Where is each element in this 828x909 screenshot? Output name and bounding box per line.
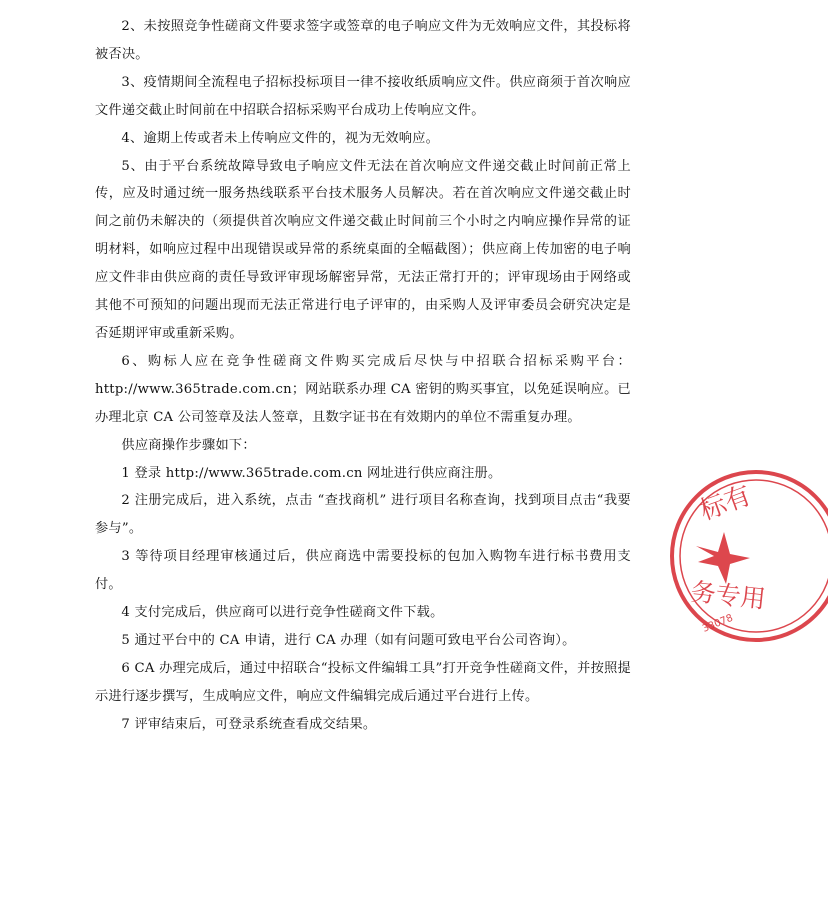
step-4: 4 支付完成后，供应商可以进行竞争性磋商文件下载。 — [121, 605, 444, 621]
company-seal-stamp — [668, 468, 828, 643]
seal-star-icon — [696, 532, 750, 584]
step-5: 5 通过平台中的 CA 申请，进行 CA 办理（如有问题可致电平台公司咨询）。 — [121, 632, 576, 648]
document-body — [95, 13, 631, 739]
step-3: 3 等待项目经理审核通过后，供应商选中需要投标的包加入购物车进行标书费用支付。 — [95, 549, 631, 593]
paragraph-6: 6、购标人应在竞争性磋商文件购买完成后尽快与中招联合招标采购平台：http://www.365trade.com.cn；网站联系办理 CA 密钥的购买事宜，以免延误响应。已办理北京 CA 公司签章及法人签章，且数字证书在有效期内的单位不需重复办理。 — [95, 353, 631, 425]
step-2: 2 注册完成后，进入系统，点击 “查找商机” 进行项目名称查询，找到项目点击“我要参与”。 — [95, 493, 631, 537]
paragraph-5: 5、由于平台系统故障导致电子响应文件无法在首次响应文件递交截止时间前正常上传，应及时通过统一服务热线联系平台技术服务人员解决。若在首次响应文件递交截止时间之前仍未解决的（须提供首次响应文件递交截止时间前三个小时之内响应操作异常的证明材料，如响应过程中出现错误或异常的系统桌面的全幅截图）；供应商上传加密的电子响应文件非由供应商的责任导致评审现场解密异常，无法正常打开的；评审现场由于网络或其他不可预知的问题出现而无法正常进行电子评审的，由采购人及评审委员会研究决定是否延期评审或重新采购。 — [95, 158, 631, 341]
steps-heading: 供应商操作步骤如下： — [121, 437, 256, 453]
seal-bottom-text: 务专用 — [689, 579, 767, 614]
seal-top-text: 标有 — [696, 480, 755, 526]
step-6: 6 CA 办理完成后，通过中招联合“投标文件编辑工具”打开竞争性磋商文件，并按照提示进行逐步撰写，生成响应文件，响应文件编辑完成后通过平台进行上传。 — [95, 660, 631, 704]
seal-number: 33078 — [701, 612, 735, 635]
paragraph-2: 2、未按照竞争性磋商文件要求签字或签章的电子响应文件为无效响应文件，其投标将被否决。 — [95, 19, 631, 62]
step-1: 1 登录 http://www.365trade.com.cn 网址进行供应商注册。 — [121, 465, 502, 481]
step-7: 7 评审结束后，可登录系统查看成交结果。 — [121, 716, 377, 732]
paragraph-4: 4、逾期上传或者未上传响应文件的，视为无效响应。 — [121, 130, 440, 146]
paragraph-3: 3、疫情期间全流程电子招标投标项目一律不接收纸质响应文件。供应商须于首次响应文件递交截止时间前在中招联合招标采购平台成功上传响应文件。 — [95, 74, 631, 118]
